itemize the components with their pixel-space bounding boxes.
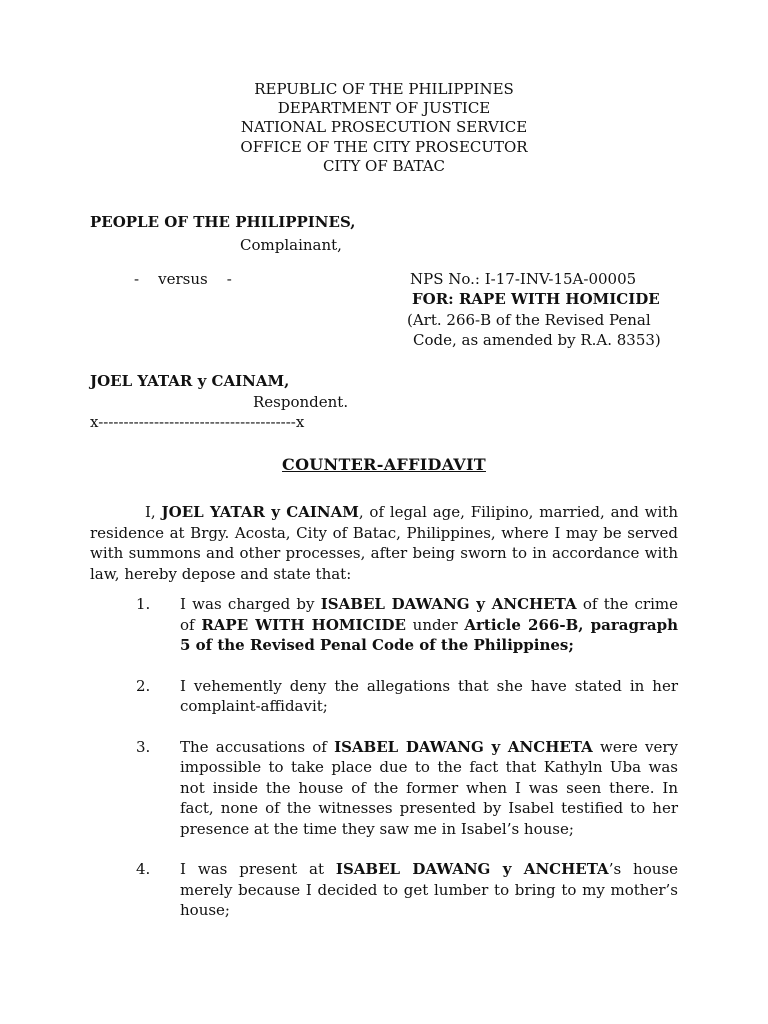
item-text: I vehemently deny the allegations that she have stated in her complaint-affidavit; (180, 676, 678, 715)
statement-list (90, 594, 678, 941)
item-bold-part: ISABEL DAWANG y ANCHETA (335, 860, 609, 878)
list-item (90, 859, 678, 921)
item-number: 1. (136, 595, 151, 613)
complainant-name: PEOPLE OF THE PHILIPPINES, (90, 213, 356, 231)
item-text-part: I was charged by (180, 595, 321, 613)
header-line-office: OFFICE OF THE CITY PROSECUTOR (240, 137, 528, 156)
affiant-name: JOEL YATAR y CAINAM (161, 503, 359, 521)
item-bold-part: ISABEL DAWANG y ANCHETA (334, 737, 593, 756)
case-number: NPS No.: I-17-INV-15A-00005 (410, 270, 637, 288)
intro-pre: I, (145, 503, 162, 521)
caption-separator: x---------------------------------------x (90, 413, 305, 431)
charge-label: FOR: RAPE WITH HOMICIDE (412, 290, 660, 308)
list-item (90, 594, 678, 656)
document-header (0, 80, 768, 176)
intro-post: , of legal age, Filipino, married, and with residence at Brgy. Acosta, City of Batac, Philippines, where I may be served with summons and other processes, after being sworn to in accordance with law, hereby depose and state that: (90, 503, 678, 583)
article-line-1: (Art. 266-B of the Revised Penal (407, 311, 651, 329)
respondent-name: JOEL YATAR y CAINAM, (90, 372, 290, 390)
list-item (90, 737, 678, 840)
item-bold-part: ISABEL DAWANG y ANCHETA (320, 595, 577, 613)
complainant-role: Complainant, (240, 236, 342, 254)
item-text-part: ’s house merely because I decided to get lumber to bring to my mother’s house; (180, 860, 678, 919)
header-line-department: DEPARTMENT OF JUSTICE (277, 99, 491, 118)
header-line-republic: REPUBLIC OF THE PHILIPPINES (254, 80, 514, 98)
item-text-part: were very impossible to take place due to the fact that Kathyln Uba was not inside the house of the former when I was seen there. In fact, none of the witnesses presented by Isabel testified to her presence at the time they saw me in Isabel’s house; (180, 737, 678, 838)
item-text-part: of the crime of (180, 595, 679, 634)
header-line-city: CITY OF BATAC (322, 156, 446, 175)
item-bold-part: Article 266-B, paragraph 5 of the Revised Penal Code of the Philippines; (180, 615, 678, 654)
respondent-role: Respondent. (253, 393, 349, 411)
document-title: COUNTER-AFFIDAVIT (282, 455, 486, 474)
item-text (180, 859, 678, 921)
item-number: 3. (136, 737, 151, 756)
versus-label: - versus - (134, 270, 232, 288)
list-item (90, 676, 678, 717)
item-text-part: The accusations of (180, 737, 335, 756)
item-text (180, 594, 678, 656)
item-text (180, 737, 678, 840)
item-text-part: under (405, 615, 465, 634)
item-bold-part: RAPE WITH HOMICIDE (201, 615, 406, 634)
header-line-service: NATIONAL PROSECUTION SERVICE (240, 118, 528, 137)
intro-paragraph (90, 502, 678, 584)
item-text-part: I was present at (180, 860, 336, 878)
item-number: 4. (136, 860, 151, 878)
item-number: 2. (136, 676, 151, 695)
article-line-2: Code, as amended by R.A. 8353) (413, 331, 661, 349)
